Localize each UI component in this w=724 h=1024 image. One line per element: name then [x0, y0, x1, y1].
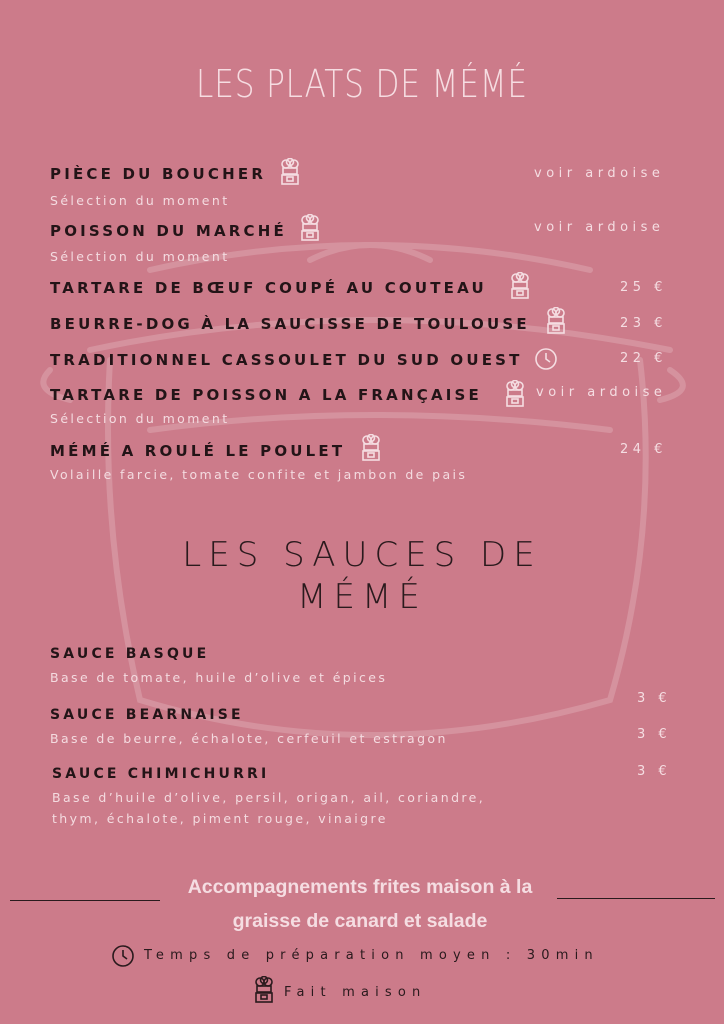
sauce-price: 3 € [637, 764, 672, 779]
sauce-price: 3 € [637, 691, 672, 706]
sauce-description: Base de beurre, échalote, cerfeuil et estragon [50, 731, 448, 746]
chef-hat-icon [300, 214, 320, 242]
sauce-title-line1: LES SAUCES DE [182, 535, 542, 575]
sauce-price: 3 € [637, 727, 672, 742]
chef-hat-icon [280, 158, 300, 186]
dish-price: 23 € [620, 316, 667, 331]
dish-price: voir ardoise [536, 385, 667, 400]
sauce-section-title [0, 534, 724, 618]
sides-note-line2: graisse de canard et salade [232, 910, 488, 932]
dish-price: voir ardoise [534, 166, 665, 181]
dish-name: MÉMÉ A ROULÉ LE POULET [50, 442, 346, 460]
clock-icon [534, 347, 558, 371]
sauce-description: Base d’huile d’olive, persil, origan, ail, coriandre, [52, 790, 486, 805]
dish-price: 25 € [620, 280, 667, 295]
dish-description: Sélection du moment [50, 411, 230, 426]
sauce-title-line2: MÉMÉ [297, 577, 427, 617]
dish-name: TARTARE DE BŒUF COUPÉ AU COUTEAU [50, 279, 487, 297]
chef-hat-icon [546, 307, 566, 335]
dish-description: Volaille farcie, tomate confite et jambon de pais [50, 467, 468, 482]
sauce-name: SAUCE CHIMICHURRI [52, 766, 270, 782]
dish-name: POISSON DU MARCHÉ [50, 222, 287, 240]
dish-name: PIÈCE DU BOUCHER [50, 165, 267, 183]
sauce-name: SAUCE BEARNAISE [50, 707, 244, 723]
dish-description: Sélection du moment [50, 249, 230, 264]
chef-hat-icon [361, 434, 381, 462]
sides-note-line1: Accompagnements frites maison à la [187, 876, 533, 898]
menu-title: LES PLATS DE MÉMÉ [196, 62, 528, 106]
dish-price: voir ardoise [534, 220, 665, 235]
clock-icon [111, 944, 135, 968]
sauce-description: Base de tomate, huile d’olive et épices [50, 670, 388, 685]
sauce-name: SAUCE BASQUE [50, 646, 210, 662]
divider-left [10, 900, 160, 901]
dish-name: BEURRE-DOG À LA SAUCISSE DE TOULOUSE [50, 315, 530, 333]
dish-price: 24 € [620, 442, 667, 457]
dish-name: TRADITIONNEL CASSOULET DU SUD OUEST [50, 351, 523, 369]
sides-note [160, 870, 560, 938]
homemade-note: Fait maison [284, 985, 427, 1000]
chef-hat-icon [510, 272, 530, 300]
prep-time-note: Temps de préparation moyen : 30min [144, 948, 599, 963]
chef-hat-icon [505, 380, 525, 408]
dish-name: TARTARE DE POISSON A LA FRANÇAISE [50, 386, 482, 404]
dish-description: Sélection du moment [50, 193, 230, 208]
sauce-description: thym, échalote, piment rouge, vinaigre [52, 811, 388, 826]
chef-hat-icon [254, 976, 274, 1004]
dish-price: 22 € [620, 351, 667, 366]
divider-right [557, 898, 715, 899]
